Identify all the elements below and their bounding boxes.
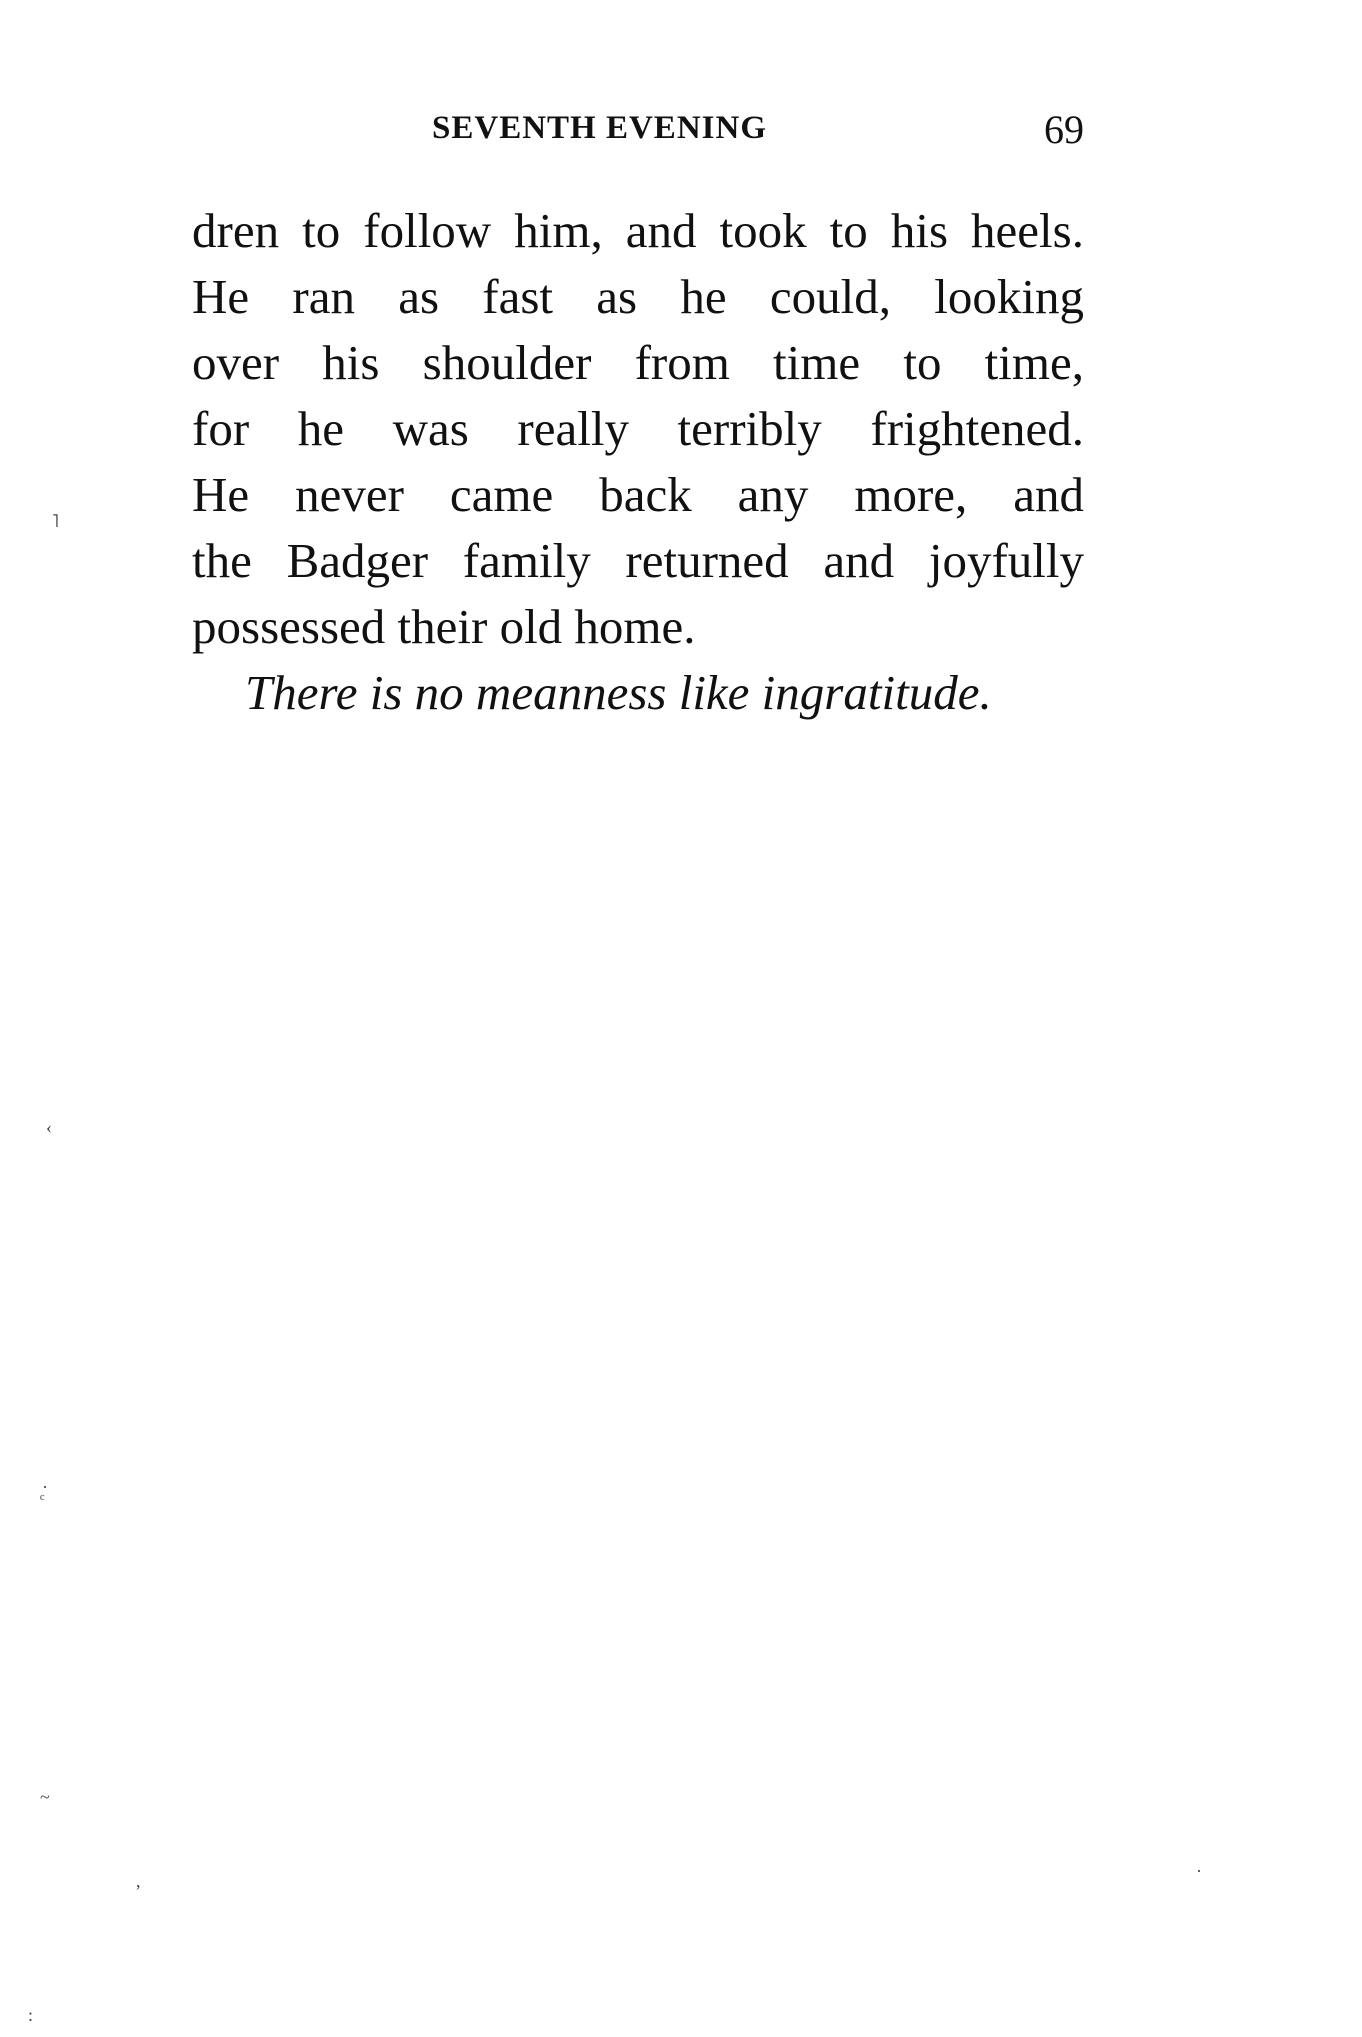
running-head (192, 107, 1084, 160)
text-line: over his shoulder from time to time, (192, 335, 1084, 390)
scan-speck: ᶜ (40, 1489, 45, 1509)
text-line: the Badger family returned and joyfully (192, 533, 1084, 588)
scan-speck: ˥ (52, 511, 59, 531)
text-line: He never came back any more, and (192, 467, 1084, 522)
body-text (192, 198, 1084, 660)
scan-speck: : (28, 2005, 34, 2025)
text-line: for he was really terribly frightened. (192, 401, 1084, 456)
text-line: possessed their old home. (192, 599, 696, 654)
text-line: He ran as fast as he could, looking (192, 269, 1084, 324)
running-title: SEVENTH EVENING (432, 110, 767, 146)
scan-speck: · (42, 1477, 48, 1497)
scan-speck: , (136, 1871, 141, 1891)
text-line: dren to follow him, and took to his heels. (192, 203, 1084, 258)
scan-speck: ~ (40, 1787, 50, 1807)
moral-line: There is no meanness like ingratitude. (245, 665, 992, 720)
scan-speck: ‹ (46, 1117, 52, 1137)
page-number: 69 (1044, 107, 1084, 152)
scan-speck: · (1196, 1861, 1202, 1881)
